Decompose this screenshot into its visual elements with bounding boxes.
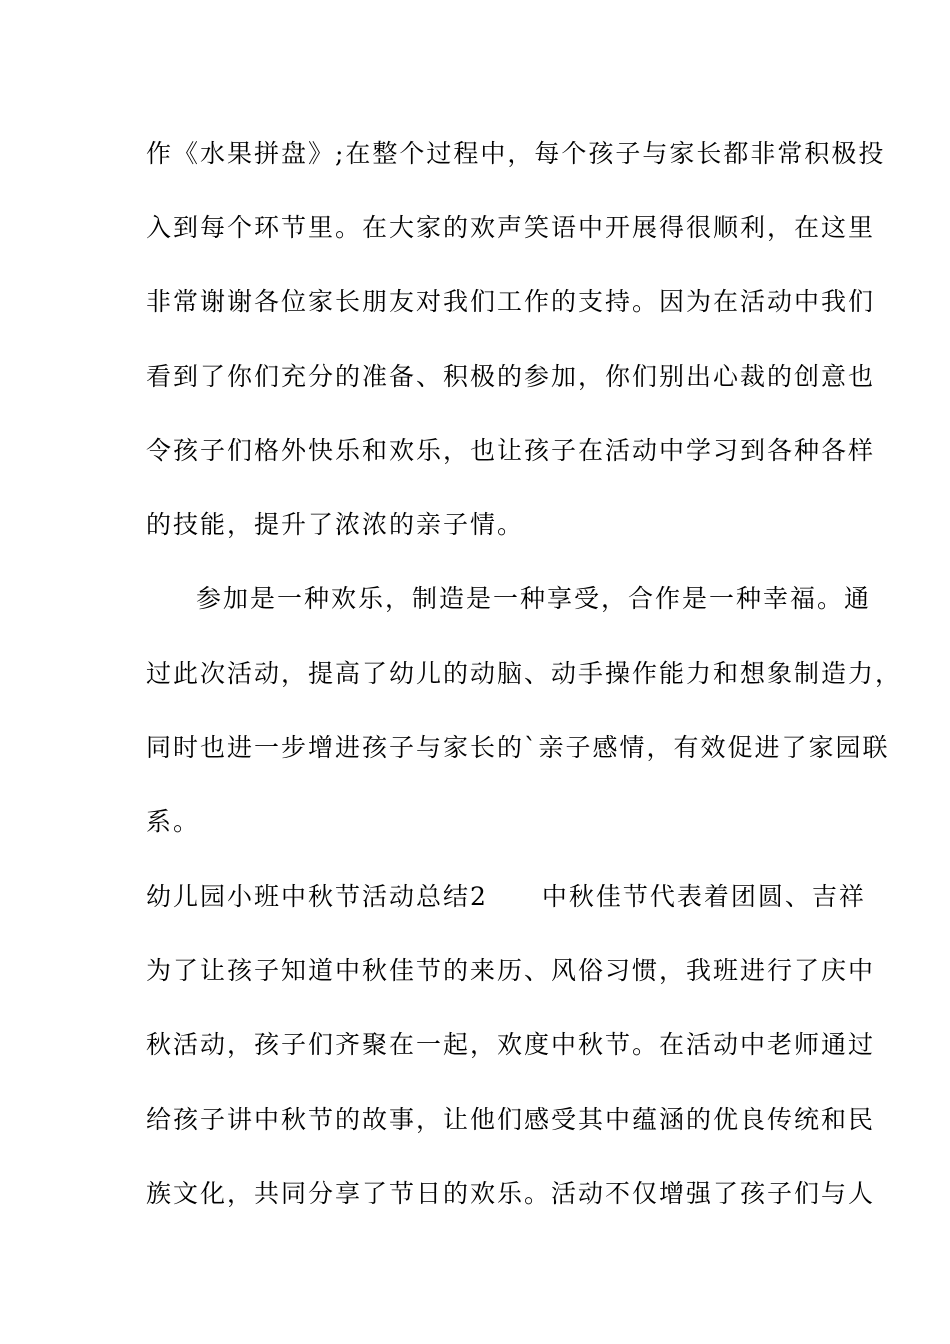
text-line: 族文化，共同分享了节日的欢乐。活动不仅增强了孩子们与人 (146, 1179, 876, 1208)
text-line: 令孩子们格外快乐和欢乐，也让孩子在活动中学习到各种各样 (146, 436, 876, 465)
text-line: 看到了你们充分的准备、积极的参加，你们别出心裁的创意也 (146, 362, 876, 391)
text-line: 为了让孩子知道中秋佳节的来历、风俗习惯，我班进行了庆中 (146, 956, 876, 985)
text-line: 同时也进一步增进孩子与家长的`亲子感情，有效促进了家园联 (146, 733, 890, 762)
text-line: 入到每个环节里。在大家的欢声笑语中开展得很顺利，在这里 (146, 213, 876, 242)
text-line: 秋活动，孩子们齐聚在一起，欢度中秋节。在活动中老师通过 (146, 1030, 876, 1059)
text-line: 非常谢谢各位家长朋友对我们工作的支持。因为在活动中我们 (146, 287, 876, 316)
paragraph-start-line: 参加是一种欢乐，制造是一种享受，合作是一种幸福。通 (196, 584, 872, 613)
section-heading-line: 幼儿园小班中秋节活动总结2 中秋佳节代表着团圆、吉祥 (146, 882, 866, 911)
text-line: 的技能，提升了浓浓的亲子情。 (146, 510, 525, 539)
text-line: 给孩子讲中秋节的故事，让他们感受其中蕴涵的优良传统和民 (146, 1105, 876, 1134)
text-line: 系。 (146, 807, 201, 836)
text-line: 过此次活动，提高了幼儿的动脑、动手操作能力和想象制造力， (146, 659, 903, 688)
text-line: 作《水果拼盘》;在整个过程中，每个孩子与家长都非常积极投 (146, 139, 886, 168)
